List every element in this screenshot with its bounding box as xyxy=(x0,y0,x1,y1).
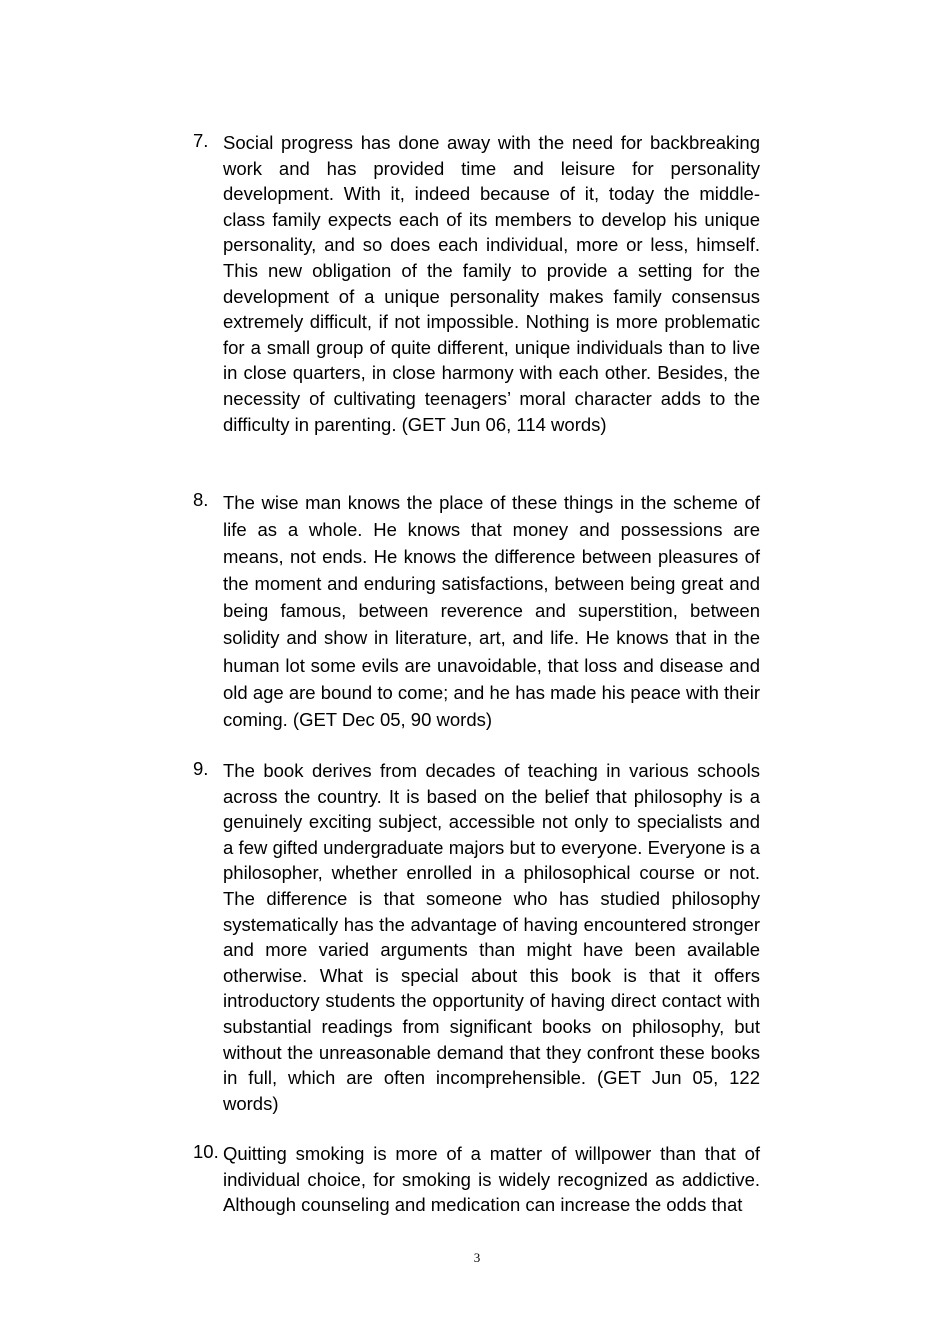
list-item-9 xyxy=(193,758,760,1116)
item-number: 9. xyxy=(193,758,209,779)
item-number: 8. xyxy=(193,489,209,510)
item-paragraph: Quitting smoking is more of a matter of willpower than that of individual choice, for smoking is widely recognized as addictive. Although counseling and medication can increase the odds that xyxy=(223,1143,760,1216)
item-number: 7. xyxy=(193,130,209,151)
item-paragraph: The book derives from decades of teaching in various schools across the country. It is based on the belief that philosophy is a genuinely exciting subject, accessible not only to specialists and a few gifted undergraduate majors but to everyone. Everyone is a philosopher, whether enrolled in a philosophical course or not. The difference is that someone who has studied philosophy systematically has the advantage of having encountered stronger and more varied arguments than might have been available otherwise. What is special about this book is that it offers introductory students the opportunity of having direct contact with substantial readings from significant books on philosophy, but without the unreasonable demand that they confront these books in full, which are often incomprehensible. (GET Jun 05, 122 words) xyxy=(223,760,760,1114)
page-number: 3 xyxy=(473,1250,481,1265)
list-item-8 xyxy=(193,489,760,733)
list-item-7 xyxy=(193,130,760,437)
item-number: 10. xyxy=(193,1141,219,1162)
list-item-10 xyxy=(193,1141,760,1218)
item-paragraph: Social progress has done away with the need for backbreaking work and has provided time and leisure for personality development. With it, indeed because of it, today the middle-class family expects each of its members to develop his unique personality, and so does each individual, more or less, himself. This new obligation of the family to provide a setting for the development of a unique personality makes family consensus extremely difficult, if not impossible. Nothing is more problematic for a small group of quite different, unique individuals than to live in close quarters, in close harmony with each other. Besides, the necessity of cultivating teenagers’ moral character adds to the difficulty in parenting. (GET Jun 06, 114 words) xyxy=(223,132,760,435)
item-paragraph: The wise man knows the place of these things in the scheme of life as a whole. He knows that money and possessions are means, not ends. He knows the difference between pleasures of the moment and enduring satisfactions, between being great and being famous, between reverence and superstition, between solidity and show in literature, art, and life. He knows that in the human lot some evils are unavoidable, that loss and disease and old age are bound to come; and he has made his peace with their coming. (GET Dec 05, 90 words) xyxy=(223,492,760,730)
